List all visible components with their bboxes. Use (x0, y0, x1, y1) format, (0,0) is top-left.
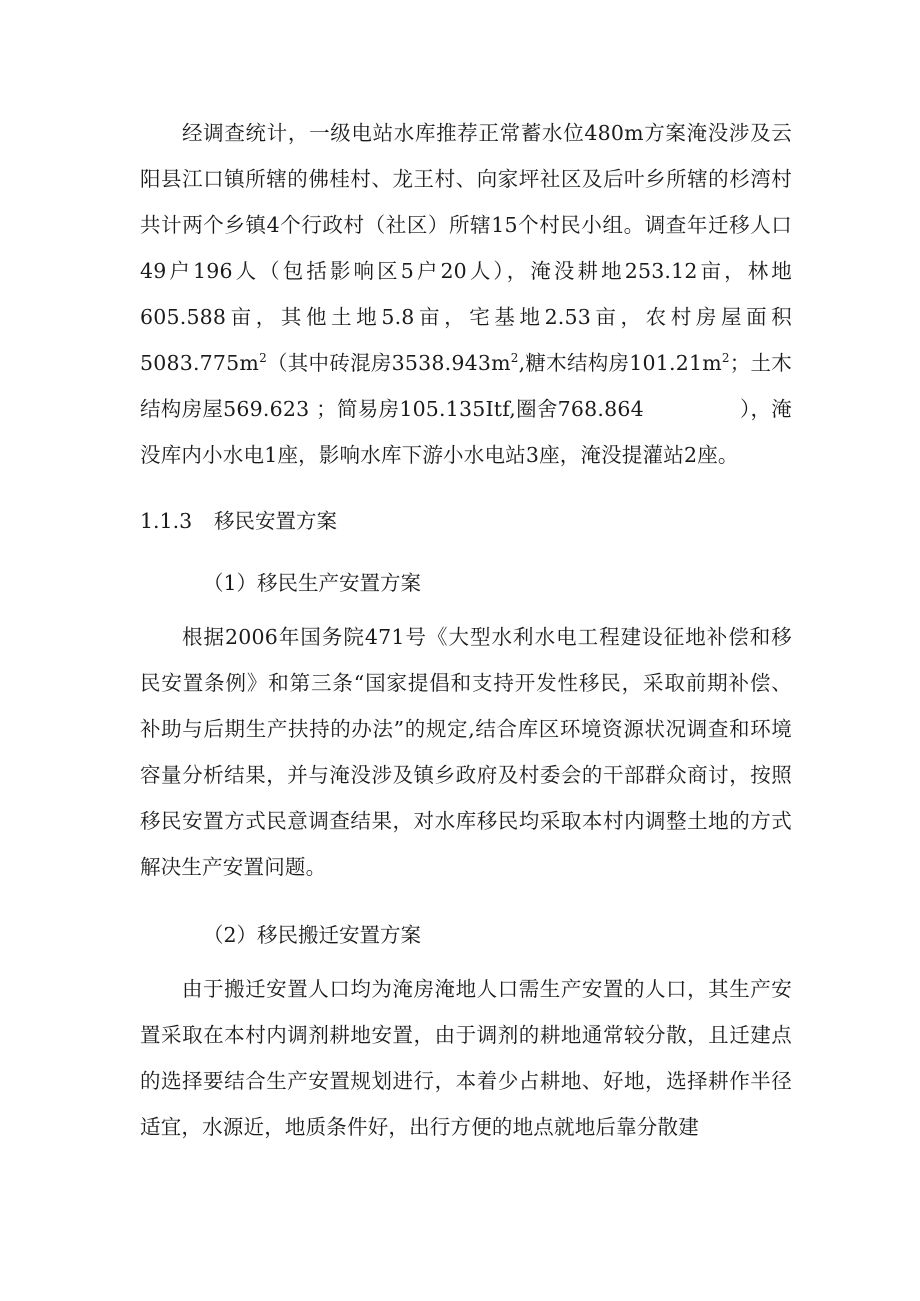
superscript: 2 (721, 351, 730, 366)
paragraph-production-plan: 根据2006年国务院471号《大型水利水电工程建设征地补偿和移民安置条例》和第三条“国家提倡和支持开发性移民，采取前期补偿、补助与后期生产扶持的办法”的规定,结合库区环境资源状况调查和环境容量分析结果，并与淹没涉及镇乡政府及村委会的干部群众商讨，按照移民安置方式民意调查结果，对水库移民均采取本村内调整土地的方式解决生产安置问题。 (140, 625, 792, 879)
subheading-relocation-resettlement: （2）移民搬迁安置方案 (203, 923, 422, 947)
section-heading (140, 498, 337, 544)
subheading-production-resettlement: （1）移民生产安置方案 (203, 571, 422, 595)
paragraph-text: （其中砖混房3538.943m (266, 351, 511, 375)
paragraph-relocation-plan: 由于搬迁安置人口均为淹房淹地人口需生产安置的人口，其生产安置采取在本村内调剂耕地安置，由于调剂的耕地通常较分散，且迁建点的选择要结合生产安置规划进行，本着少占耕地、好地，选择耕作半径适宜，水源近，地质条件好，出行方便的地点就地后靠分散建 (140, 977, 792, 1139)
section-title: 移民安置方案 (214, 509, 337, 533)
superscript: 2 (510, 351, 519, 366)
section-number: 1.1.3 (140, 509, 193, 533)
paragraph-text: 经调查统计，一级电站水库推荐正常蓄水位480m方案淹没涉及云阳县江口镇所辖的佛桂村、龙王村、向家坪社区及后叶乡所辖的杉湾村共计两个乡镇4个行政村（社区）所辖15个村民小组。调查年迁移人口49户196人（包括影响区5户20人），淹没耕地253.12亩，林地605.588亩，其他土地5.8亩，宅基地2.53亩，农村房屋面积5083.775m (140, 121, 792, 375)
superscript: 2 (259, 351, 267, 366)
paragraph-text: ；土木结构房屋569.623 ；简易房105.135Itf,圈舍768.864 (140, 351, 792, 421)
paragraph-text: ），淹没库内小水电1座，影响水库下游小水电站3座，淹没提灌站2座。 (140, 397, 792, 467)
paragraph-inundation-survey (140, 110, 792, 478)
paragraph-text: ,糖木结构房101.21m (518, 351, 722, 375)
